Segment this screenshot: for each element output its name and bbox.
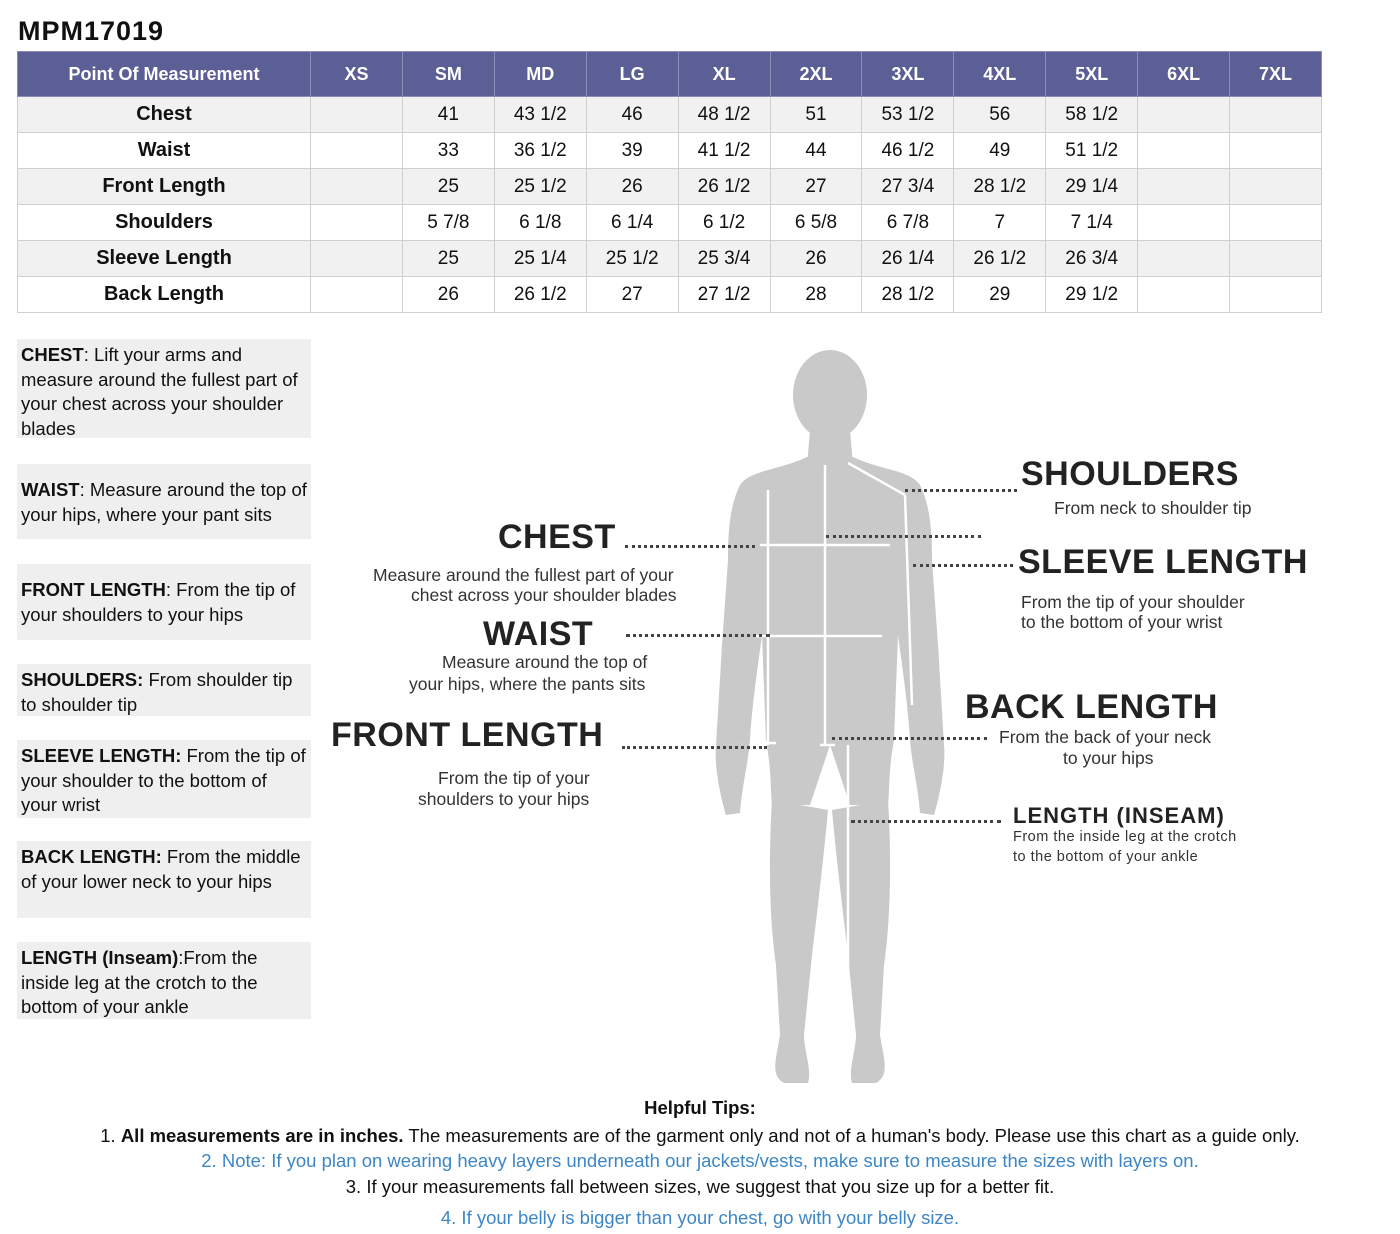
table-cell: 27 bbox=[770, 169, 862, 205]
table-cell: 27 3/4 bbox=[862, 169, 954, 205]
row-label: Chest bbox=[18, 97, 311, 133]
definition-term: LENGTH (Inseam) bbox=[21, 947, 179, 968]
row-label: Shoulders bbox=[18, 205, 311, 241]
table-cell: 41 bbox=[402, 97, 494, 133]
callout-front-title: FRONT LENGTH bbox=[331, 716, 604, 754]
table-cell: 41 1/2 bbox=[678, 133, 770, 169]
callout-sleeve-desc-1: From the tip of your shoulder bbox=[1021, 592, 1245, 612]
callout-chest-title: CHEST bbox=[498, 518, 616, 556]
definition-back-length bbox=[17, 841, 311, 918]
table-cell bbox=[1230, 205, 1322, 241]
row-label: Waist bbox=[18, 133, 311, 169]
table-cell: 56 bbox=[954, 97, 1046, 133]
size-table bbox=[17, 51, 1322, 313]
table-cell bbox=[1138, 241, 1230, 277]
table-cell bbox=[1230, 241, 1322, 277]
definition-text: From the middle of your lower neck to your hips bbox=[21, 846, 301, 892]
header-size: LG bbox=[586, 52, 678, 97]
table-cell bbox=[1138, 97, 1230, 133]
definition-sep: : bbox=[83, 344, 89, 365]
header-size: 2XL bbox=[770, 52, 862, 97]
table-row bbox=[18, 133, 1322, 169]
definition-sep: : bbox=[165, 579, 172, 600]
table-cell bbox=[1138, 205, 1230, 241]
inseam-leader-line bbox=[851, 820, 1001, 823]
header-size: 3XL bbox=[862, 52, 954, 97]
back-leader-line bbox=[832, 737, 987, 740]
table-cell: 26 1/2 bbox=[954, 241, 1046, 277]
table-cell: 53 1/2 bbox=[862, 97, 954, 133]
callout-chest-desc-2: chest across your shoulder blades bbox=[411, 585, 677, 605]
table-row bbox=[18, 241, 1322, 277]
table-row bbox=[18, 97, 1322, 133]
table-cell bbox=[311, 277, 403, 313]
table-cell: 7 1/4 bbox=[1046, 205, 1138, 241]
table-cell: 6 1/8 bbox=[494, 205, 586, 241]
table-cell bbox=[1138, 277, 1230, 313]
sleeve-leader-line bbox=[913, 564, 1013, 567]
table-body bbox=[18, 97, 1322, 313]
callout-back-desc-1: From the back of your neck bbox=[999, 727, 1212, 747]
chest-right-line bbox=[826, 535, 981, 538]
table-cell: 6 5/8 bbox=[770, 205, 862, 241]
header-size: 7XL bbox=[1230, 52, 1322, 97]
table-cell: 25 bbox=[402, 241, 494, 277]
table-cell: 6 7/8 bbox=[862, 205, 954, 241]
body-silhouette-figure bbox=[700, 345, 960, 1090]
front-leader-line bbox=[622, 746, 767, 749]
table-cell: 46 1/2 bbox=[862, 133, 954, 169]
tip-4: 4. If your belly is bigger than your chest, go with your belly size. bbox=[440, 1207, 960, 1228]
definition-sleeve-length bbox=[17, 740, 311, 818]
table-cell: 26 1/4 bbox=[862, 241, 954, 277]
tip-1-bold: All measurements are in inches. bbox=[120, 1125, 404, 1146]
definition-text: From the tip of your shoulders to your hips bbox=[21, 579, 296, 625]
style-code: MPM17019 bbox=[18, 16, 165, 46]
definition-text: :From the inside leg at the crotch to the bottom of your ankle bbox=[21, 947, 258, 1017]
table-cell: 25 1/2 bbox=[494, 169, 586, 205]
table-cell: 5 7/8 bbox=[402, 205, 494, 241]
tip-1-prefix: 1. bbox=[100, 1125, 121, 1146]
definition-text: Measure around the top of your hips, where your pant sits bbox=[21, 479, 307, 525]
definition-term: WAIST bbox=[21, 479, 80, 500]
callout-shoulders-desc: From neck to shoulder tip bbox=[1054, 498, 1252, 518]
table-cell: 6 1/4 bbox=[586, 205, 678, 241]
table-cell: 28 1/2 bbox=[862, 277, 954, 313]
definition-term: BACK LENGTH: bbox=[21, 846, 162, 867]
table-cell: 27 bbox=[586, 277, 678, 313]
table-cell bbox=[311, 241, 403, 277]
callout-front-desc-1: From the tip of your bbox=[438, 768, 590, 788]
header-size: XS bbox=[311, 52, 403, 97]
definition-waist bbox=[17, 464, 311, 539]
header-point-of-measurement: Point Of Measurement bbox=[18, 52, 311, 97]
table-cell bbox=[1138, 169, 1230, 205]
tips-heading: Helpful Tips: bbox=[644, 1097, 756, 1118]
callout-waist-title: WAIST bbox=[483, 615, 594, 653]
table-cell bbox=[1230, 97, 1322, 133]
table-row bbox=[18, 277, 1322, 313]
callout-chest-desc-1: Measure around the fullest part of your bbox=[373, 565, 674, 585]
callout-sleeve-desc-2: to the bottom of your wrist bbox=[1021, 612, 1223, 632]
chest-leader-line bbox=[625, 545, 755, 548]
table-cell: 25 3/4 bbox=[678, 241, 770, 277]
callout-front-desc-2: shoulders to your hips bbox=[418, 789, 590, 809]
table-cell: 26 1/2 bbox=[494, 277, 586, 313]
table-cell: 29 1/4 bbox=[1046, 169, 1138, 205]
table-cell: 58 1/2 bbox=[1046, 97, 1138, 133]
callout-inseam-desc-1: From the inside leg at the crotch bbox=[1013, 829, 1237, 845]
shoulders-leader-line bbox=[905, 489, 1017, 492]
table-cell: 25 bbox=[402, 169, 494, 205]
definition-term: FRONT LENGTH bbox=[21, 579, 166, 600]
callout-shoulders-title: SHOULDERS bbox=[1021, 455, 1239, 493]
tip-1 bbox=[0, 1125, 1400, 1147]
table-cell: 33 bbox=[402, 133, 494, 169]
callout-back-desc-2: to your hips bbox=[1063, 748, 1154, 768]
table-cell: 39 bbox=[586, 133, 678, 169]
definition-text: From the tip of your shoulder to the bottom of your wrist bbox=[21, 745, 306, 815]
table-cell: 44 bbox=[770, 133, 862, 169]
table-cell: 7 bbox=[954, 205, 1046, 241]
callout-inseam-desc-2: to the bottom of your ankle bbox=[1013, 849, 1199, 865]
header-size: 5XL bbox=[1046, 52, 1138, 97]
callout-waist-desc-2: your hips, where the pants sits bbox=[409, 674, 646, 694]
table-cell: 51 1/2 bbox=[1046, 133, 1138, 169]
definition-shoulders bbox=[17, 664, 311, 716]
table-cell bbox=[1138, 133, 1230, 169]
header-size: 6XL bbox=[1138, 52, 1230, 97]
header-size: SM bbox=[402, 52, 494, 97]
callout-back-title: BACK LENGTH bbox=[965, 688, 1218, 726]
table-cell: 29 1/2 bbox=[1046, 277, 1138, 313]
table-cell: 28 bbox=[770, 277, 862, 313]
table-cell: 6 1/2 bbox=[678, 205, 770, 241]
tip-2: 2. Note: If you plan on wearing heavy layers underneath our jackets/vests, make sure to measure the sizes with layers on. bbox=[201, 1150, 1199, 1171]
table-cell: 26 bbox=[402, 277, 494, 313]
table-cell: 48 1/2 bbox=[678, 97, 770, 133]
definition-sep: : bbox=[79, 479, 85, 500]
table-cell bbox=[311, 169, 403, 205]
table-cell: 28 1/2 bbox=[954, 169, 1046, 205]
table-cell: 36 1/2 bbox=[494, 133, 586, 169]
definition-term: SLEEVE LENGTH: bbox=[21, 745, 182, 766]
table-cell: 27 1/2 bbox=[678, 277, 770, 313]
tip-3: 3. If your measurements fall between sizes, we suggest that you size up for a better fit. bbox=[345, 1176, 1055, 1197]
definition-term: SHOULDERS: bbox=[21, 669, 144, 690]
definition-inseam bbox=[17, 942, 311, 1019]
table-header-row bbox=[18, 52, 1322, 97]
table-cell: 26 3/4 bbox=[1046, 241, 1138, 277]
table-row bbox=[18, 169, 1322, 205]
table-cell: 49 bbox=[954, 133, 1046, 169]
callout-inseam-title: LENGTH (INSEAM) bbox=[1013, 803, 1225, 828]
table-cell bbox=[1230, 169, 1322, 205]
table-cell bbox=[311, 97, 403, 133]
row-label: Back Length bbox=[18, 277, 311, 313]
table-cell: 51 bbox=[770, 97, 862, 133]
definition-chest bbox=[17, 339, 311, 438]
table-cell bbox=[311, 205, 403, 241]
tip-1-rest: The measurements are of the garment only and not of a human's body. Please use this chart as a guide only. bbox=[403, 1125, 1300, 1146]
definition-front-length bbox=[17, 564, 311, 640]
header-size: MD bbox=[494, 52, 586, 97]
callout-waist-desc-1: Measure around the top of bbox=[442, 652, 648, 672]
table-cell: 29 bbox=[954, 277, 1046, 313]
table-cell: 46 bbox=[586, 97, 678, 133]
definition-text: Lift your arms and measure around the fullest part of your chest across your shoulder blades bbox=[21, 344, 298, 439]
table-cell: 25 1/2 bbox=[586, 241, 678, 277]
definition-term: CHEST bbox=[21, 344, 84, 365]
table-cell: 26 bbox=[586, 169, 678, 205]
table-cell: 26 bbox=[770, 241, 862, 277]
table-cell: 43 1/2 bbox=[494, 97, 586, 133]
table-cell: 25 1/4 bbox=[494, 241, 586, 277]
definition-text: From shoulder tip to shoulder tip bbox=[21, 669, 293, 715]
table-cell bbox=[1230, 277, 1322, 313]
table-row bbox=[18, 205, 1322, 241]
callout-sleeve-title: SLEEVE LENGTH bbox=[1018, 543, 1308, 581]
table-cell bbox=[311, 133, 403, 169]
table-cell: 26 1/2 bbox=[678, 169, 770, 205]
table-cell bbox=[1230, 133, 1322, 169]
header-size: XL bbox=[678, 52, 770, 97]
waist-leader-line bbox=[626, 634, 770, 637]
row-label: Front Length bbox=[18, 169, 311, 205]
row-label: Sleeve Length bbox=[18, 241, 311, 277]
header-size: 4XL bbox=[954, 52, 1046, 97]
